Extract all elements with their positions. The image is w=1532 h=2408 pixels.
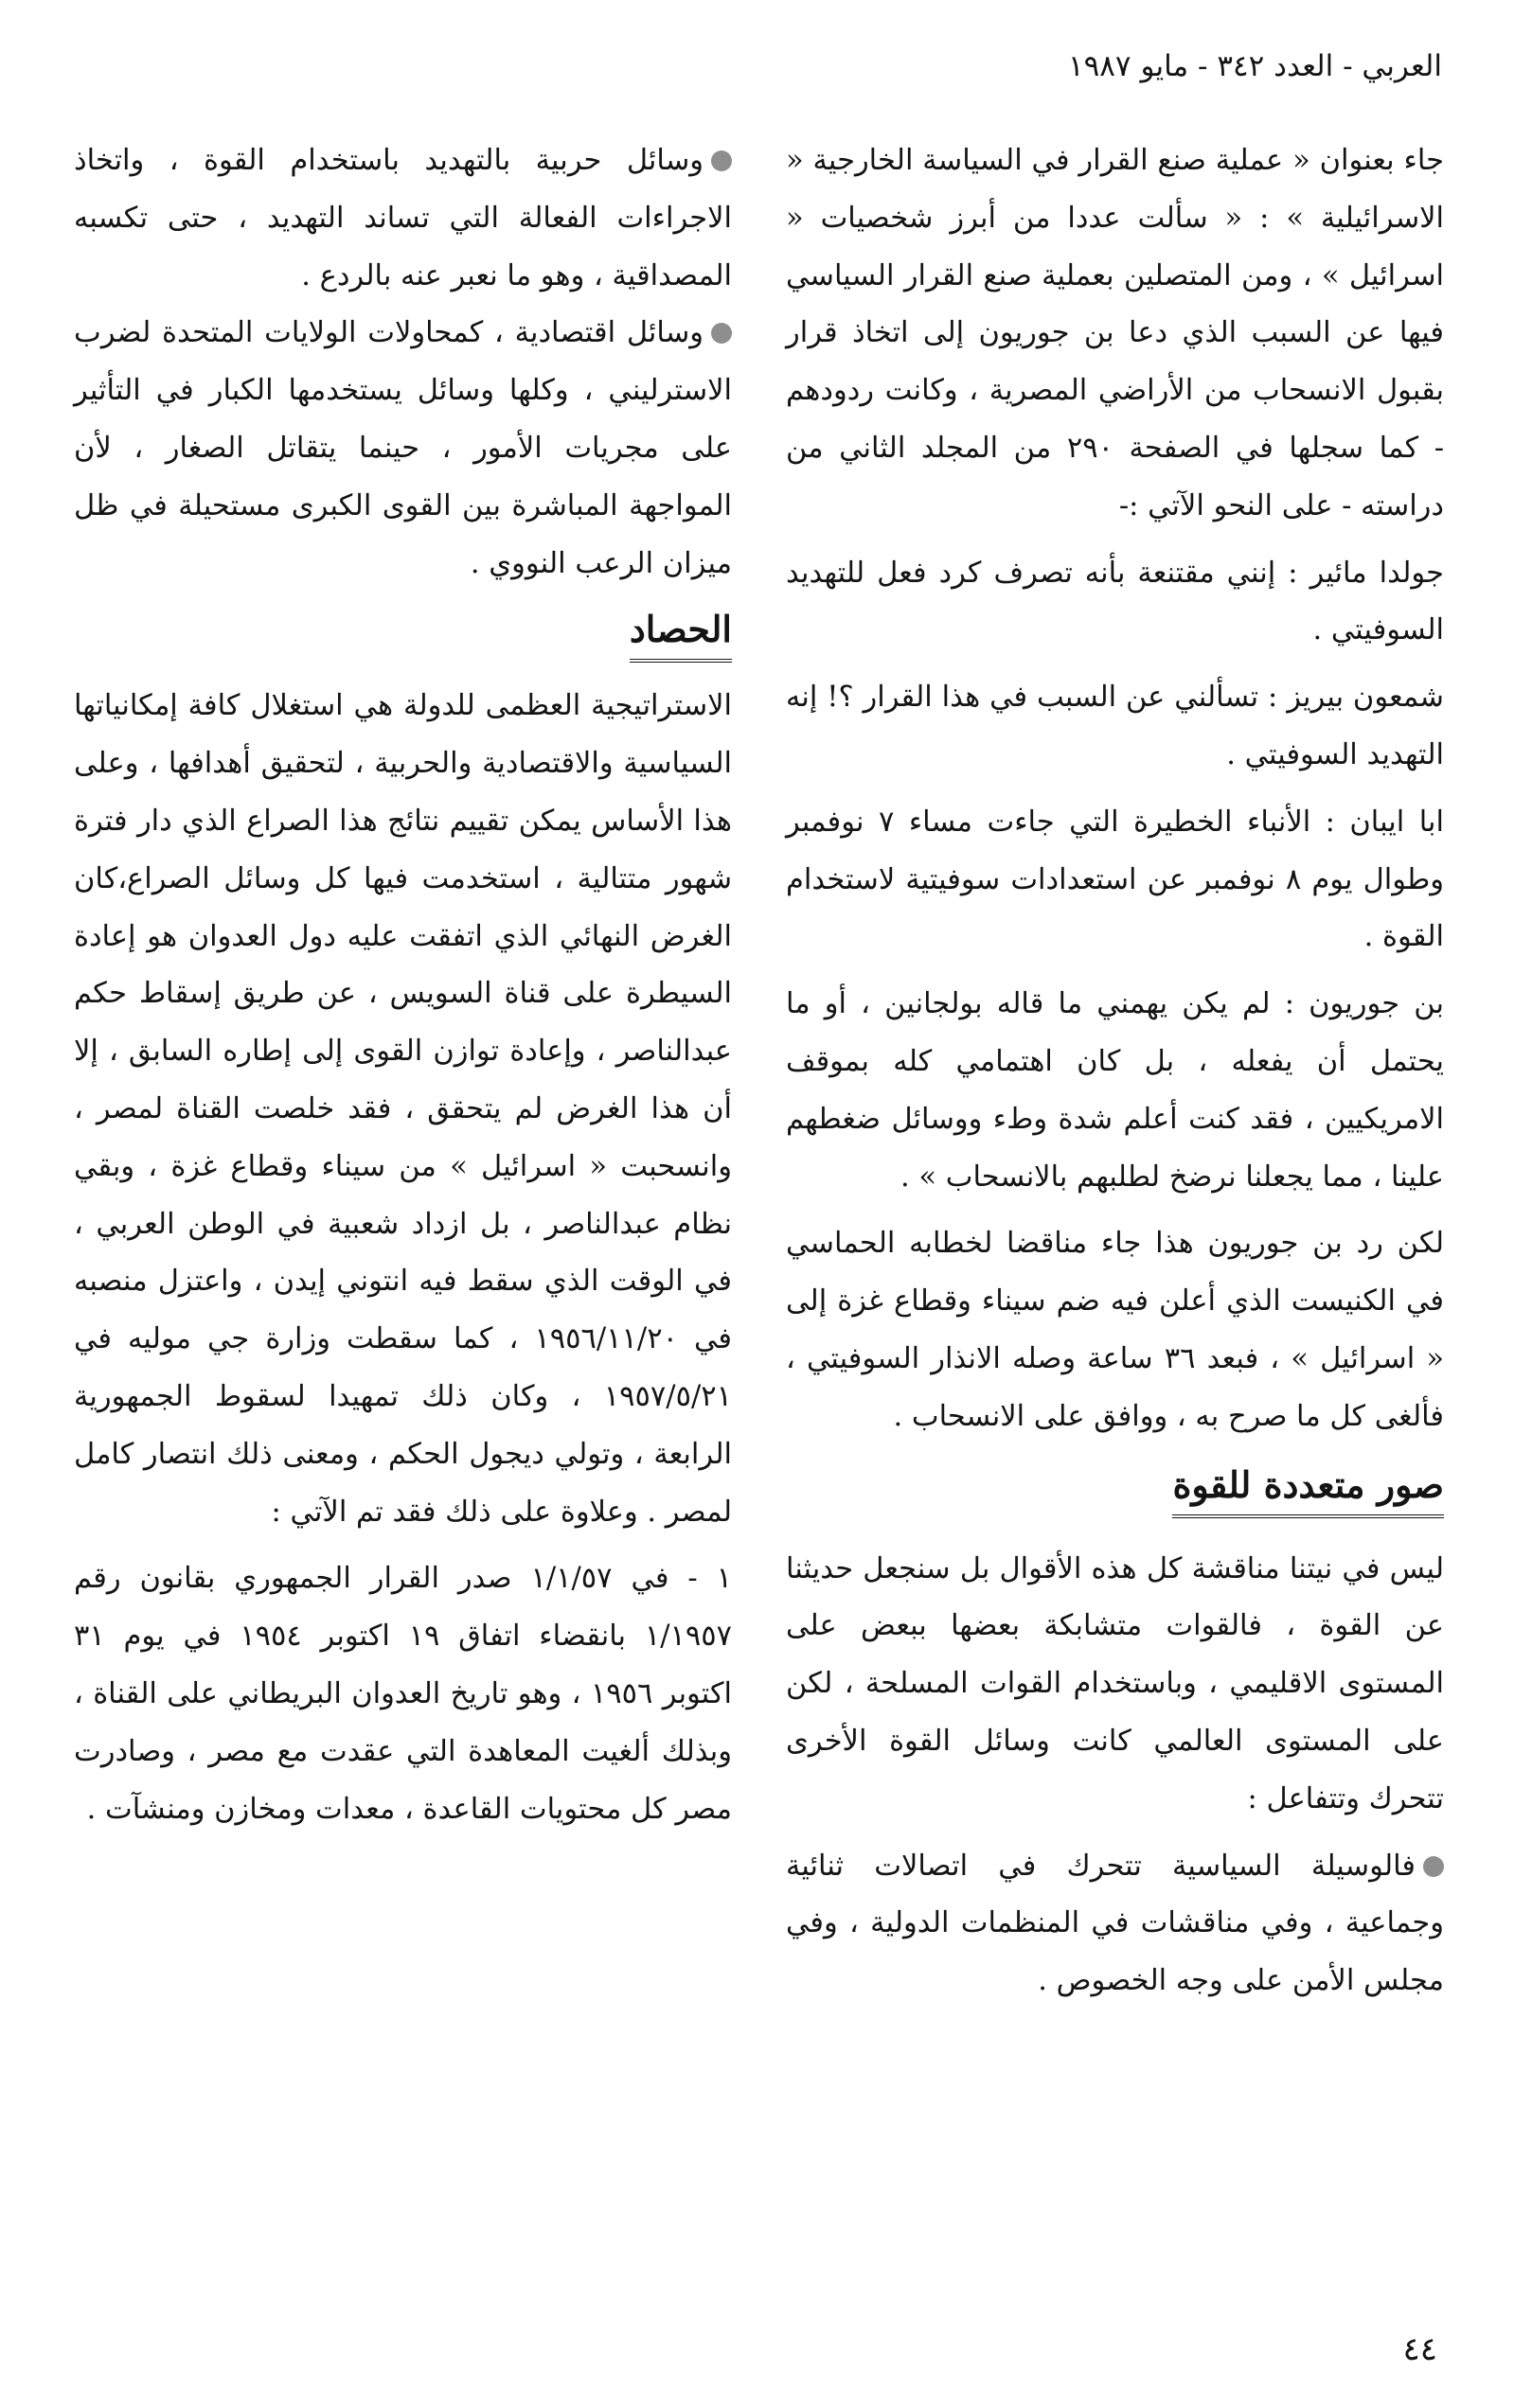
paragraph: ابا ايبان : الأنباء الخطيرة التي جاءت مساء ٧ نوفمبر وطوال يوم ٨ نوفمبر عن استعدادات سوفيتية لاستخدام القوة .: [786, 805, 1445, 954]
paragraph: بن جوريون : لم يكن يهمني ما قاله بولجانين ، أو ما يحتمل أن يفعله ، بل كان اهتمامي كله بموقف الامريكيين ، فقد كنت أعلم شدة وطء ووسائل ضغطهم علينا ، مما يجعلنا نرضخ لطلبهم بالانسحاب » .: [786, 987, 1444, 1194]
section-heading: [786, 1461, 1444, 1518]
bullet-text: وسائل اقتصادية ، كمحاولات الولايات المتحدة لضرب الاسترليني ، وكلها وسائل يستخدمها الكبار في التأثير على مجريات الأمور ، حينما يتقاتل الصغار ، لأن المواجهة المباشرة بين القوى الكبرى مستحيلة في ظل ميزان الرعب النووي .: [74, 316, 732, 580]
section-heading: [74, 606, 732, 663]
paragraph: جاء بعنوان « عملية صنع القرار في السياسة الخارجية « الاسرائيلية » : « سألت عددا من أبرز شخصيات « اسرائيل » ، ومن المتصلين بعملية صنع القرار السياسي فيها عن السبب الذي دعا بن جوريون إلى اتخاذ قرار بقبول الانسحاب من الأراضي المصرية ، وكانت ردودهم - كما سجلها في الصفحة ٢٩٠ من المجلد الثاني من دراسته - على النحو الآتي :-: [786, 144, 1445, 522]
bullet-icon: [1423, 1856, 1444, 1877]
left-column: [74, 133, 732, 1838]
paragraph: جولدا مائير : إنني مقتنعة بأنه تصرف كرد فعل للتهديد السوفيتي .: [786, 556, 1444, 647]
section-heading-text: صور متعددة للقوة: [1172, 1461, 1444, 1518]
section-heading-text: الحصاد: [630, 606, 732, 663]
paragraph: ١ - في ١/١/٥٧ صدر القرار الجمهوري بقانون رقم ١/١٩٥٧ بانقضاء اتفاق ١٩ اكتوبر ١٩٥٤ في يوم ٣١ اكتوبر ١٩٥٦ ، وهو تاريخ العدوان البريطاني على القناة ، وبذلك ألغيت المعاهدة التي عقدت مع مصر ، وصادرت مصر كل محتويات القاعدة ، معدات ومخازن ومنشآت .: [74, 1562, 733, 1826]
bullet-paragraph: [74, 305, 732, 593]
running-header: العربي - العدد ٣٤٢ - مايو ١٩٨٧: [1067, 49, 1442, 83]
paragraph: شمعون بيريز : تسألني عن السبب في هذا القرار ؟! إنه التهديد السوفيتي .: [786, 681, 1444, 771]
bullet-text: وسائل حربية بالتهديد باستخدام القوة ، واتخاذ الاجراءات الفعالة التي تساند التهديد ، حتى تكسبه المصداقية ، وهو ما نعبر عنه بالردع .: [74, 144, 732, 292]
paragraph: الاستراتيجية العظمى للدولة هي استغلال كافة إمكانياتها السياسية والاقتصادية والحربية ، لتحقيق أهدافها ، وعلى هذا الأساس يمكن تقييم نتائج هذا الصراع الذي دار فترة شهور متتالية ، استخدمت فيها كل وسائل الصراع،كان الغرض النهائي الذي اتفقت عليه دول العدوان هو إعادة السيطرة على قناة السويس ، عن طريق إسقاط حكم عبدالناصر ، وإعادة توازن القوى إلى إطاره السابق ، إلا أن هذا الغرض لم يتحقق ، فقد خلصت القناة لمصر ، وانسحبت « اسرائيل » من سيناء وقطاع غزة ، وبقي نظام عبدالناصر ، بل ازداد شعبية في الوطن العربي ، في الوقت الذي سقط فيه انتوني إيدن ، واعتزل منصبه في ١٩٥٦/١١/٢٠ ، كما سقطت وزارة جي موليه في ١٩٥٧/٥/٢١ ، وكان ذلك تمهيدا لسقوط الجمهورية الرابعة ، وتولي ديجول الحكم ، ومعنى ذلك انتصار كامل لمصر . وعلاوة على ذلك فقد تم الآتي :: [74, 689, 733, 1529]
bullet-paragraph: [74, 133, 732, 305]
paragraph: لكن رد بن جوريون هذا جاء مناقضا لخطابه الحماسي في الكنيست الذي أعلن فيه ضم سيناء وقطاع غزة إلى « اسرائيل » ، فبعد ٣٦ ساعة وصله الانذار السوفيتي ، فألغى كل ما صرح به ، ووافق على الانسحاب .: [786, 1227, 1444, 1433]
paragraph: ليس في نيتنا مناقشة كل هذه الأقوال بل سنجعل حديثنا عن القوة ، فالقوات متشابكة بعضها ببعض على المستوى الاقليمي ، وباستخدام القوات المسلحة ، لكن على المستوى العالمي كانت وسائل القوة الأخرى تتحرك وتتفاعل :: [786, 1551, 1444, 1815]
bullet-text: فالوسيلة السياسية تتحرك في اتصالات ثنائية وجماعية ، وفي مناقشات في المنظمات الدولية ، وفي مجلس الأمن على وجه الخصوص .: [786, 1849, 1444, 1998]
bullet-icon: [711, 150, 732, 171]
bullet-paragraph: [786, 1838, 1444, 2010]
page-number: ٤٤: [1402, 2330, 1437, 2368]
bullet-icon: [711, 323, 732, 344]
right-column: [786, 133, 1444, 2010]
